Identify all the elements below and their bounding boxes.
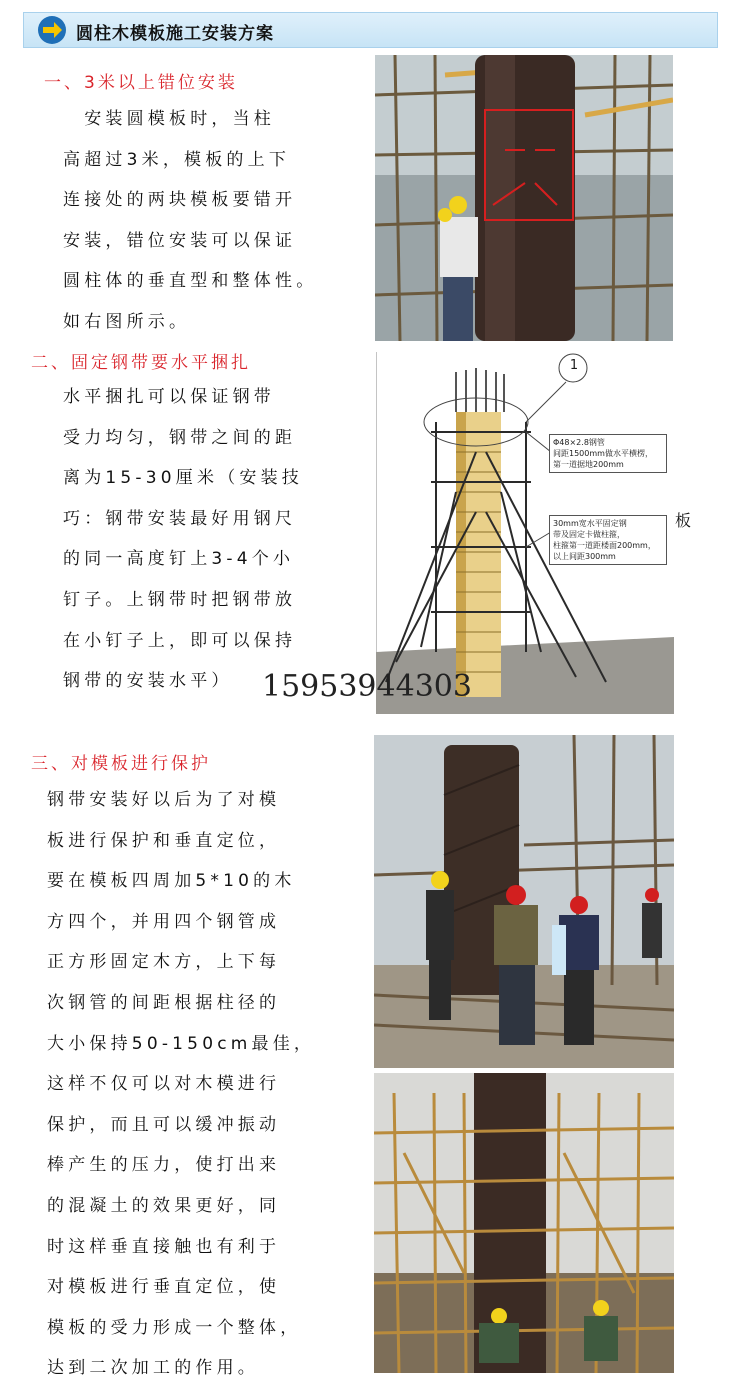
section-2-body: 水平捆扎可以保证钢带 受力均匀，钢带之间的距 离为15-30厘米（安装技 巧：钢带安装最好用钢尺 的同一高度钉上3-4个小 钉子。上钢带时把钢带放 在小钉子上，即可以保持 钢带的安装水平） xyxy=(63,387,303,692)
section-1-body: 安装圆模板时，当柱 高超过3米，模板的上下 连接处的两块模板要错开 安装，错位安装可以保证 圆柱体的垂直型和整体性。 如右图所示。 xyxy=(63,109,318,332)
section-3-title: 三、对模板进行保护 xyxy=(31,754,211,774)
page-title: 圆柱木模板施工安装方案 xyxy=(76,24,274,44)
header-bar xyxy=(23,12,718,48)
section-2-title: 二、固定钢带要水平捆扎 xyxy=(31,353,251,373)
side-char: 板 xyxy=(675,511,692,530)
section-1-title: 一、3米以上错位安装 xyxy=(44,73,238,93)
section-3-body: 钢带安装好以后为了对模 板进行保护和垂直定位， 要在模板四周加5*10的木 方四个，并用四个钢管成 正方形固定木方，上下每 次钢管的间距根据柱径的 大小保持50-150cm最佳， 这样不仅可以对木模进行 保护，而且可以缓冲振动 棒产生的压力，使打出来 的混凝土的效果更好，同 时这样垂直接触也有利于 对模板进行垂直定位，使 模板的受力形成一个整体， 达到二次加工的作用。 xyxy=(47,790,316,1379)
photo-column-scaffold xyxy=(374,1073,674,1373)
phone-watermark: 15953944303 xyxy=(262,669,472,704)
callout-steel-band: 30mm宽水平固定钢 带及固定卡做柱箍， 柱箍第一道距楼面200mm， 以上间距300mm xyxy=(549,515,667,565)
callout-steel-pipe: Φ48×2.8钢管 间距1500mm做水平横楞， 第一道据地200mm xyxy=(549,434,667,473)
column-bracing-diagram xyxy=(376,352,674,714)
diagram-marker: 1 xyxy=(569,358,579,373)
photo-staggered-formwork xyxy=(375,55,673,341)
arrow-right-icon xyxy=(38,16,66,44)
photo-workers-column xyxy=(374,735,674,1068)
